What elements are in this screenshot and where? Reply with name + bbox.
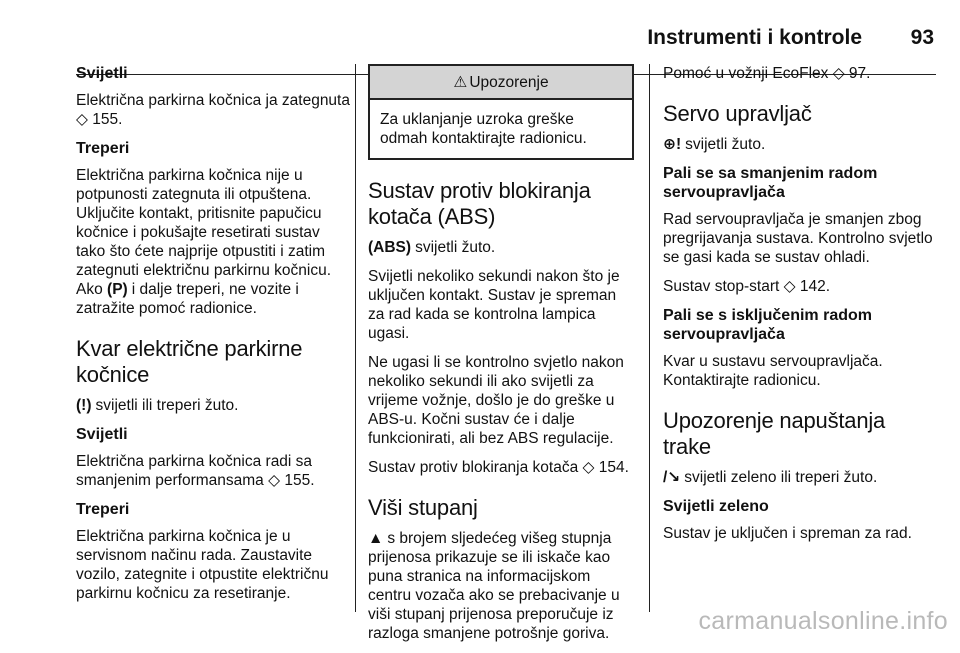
paragraph: Sustav je uključen i spreman za rad. — [663, 525, 912, 542]
paragraph: Električna parkirna kočnica nije u potpunosti zategnuta ili otpuštena. Uključite kontakt, pritisnite papučicu kočnice i pokušajte resetirati sustav tako što ćete najprije otpustiti i zatim zategnuti električnu parkirnu kočnicu. Ako (P) i dalje treperi, ne vozite i zatražite pomoć radionice. — [76, 167, 332, 317]
paragraph: Električna parkirna kočnica radi sa smanjenim performansama ◇ 155. — [76, 453, 315, 489]
paragraph: Električna parkirna kočnica ja zategnuta ◇ 155. — [76, 92, 350, 128]
subheading: Pali se sa smanjenim radom servoupravljača — [663, 165, 878, 201]
subheading: Pali se s isključenim radom servoupravljača — [663, 307, 872, 343]
warning-box-header: ⚠ Upozorenje — [370, 66, 632, 100]
page-header — [76, 26, 936, 54]
steering-icon: ⊕! — [663, 136, 682, 153]
subheading-svijetli: Svijetli — [76, 65, 128, 82]
paragraph: Sustav stop-start ◇ 142. — [663, 278, 830, 295]
paragraph: Svijetli nekoliko sekundi nakon što je uključen kontakt. Sustav je spreman za rad kada se kontrolna lampica ugasi. — [368, 268, 620, 342]
parking-brake-icon: (P) — [107, 281, 128, 298]
subheading-treperi: Treperi — [76, 501, 130, 518]
warning-box-text: Za uklanjanje uzroka greške odmah kontaktirajte radionicu. — [380, 111, 587, 147]
upshift-arrow-icon: ▲ — [368, 530, 384, 547]
section-heading-abs: Sustav protiv blokiranja kotača (ABS) — [368, 178, 591, 229]
subheading: Svijetli zeleno — [663, 498, 769, 515]
subheading-svijetli: Svijetli — [76, 426, 128, 443]
page-number: 93 — [910, 26, 934, 49]
indicator-line: /↘ svijetli zeleno ili treperi žuto. — [663, 469, 878, 486]
section-heading-upshift: Viši stupanj — [368, 495, 478, 520]
section-heading-parking-brake-fault: Kvar električne parkirne kočnice — [76, 336, 303, 387]
paragraph: Pomoć u vožnji EcoFlex ◇ 97. — [663, 65, 871, 82]
warning-triangle-icon: ⚠ — [453, 74, 468, 91]
warning-box — [368, 64, 634, 160]
paragraph: Električna parkirna kočnica je u servisnom načinu rada. Zaustavite vozilo, zategnite i otpustite električnu parkirnu kočnicu za resetiranje. — [76, 528, 329, 602]
subheading-treperi: Treperi — [76, 140, 130, 157]
indicator-line: (!) svijetli ili treperi žuto. — [76, 397, 239, 414]
column-2 — [368, 64, 634, 653]
section-heading-power-steering: Servo upravljač — [663, 101, 812, 126]
indicator-line: ⊕! svijetli žuto. — [663, 136, 766, 153]
column-divider-2 — [649, 64, 650, 612]
paragraph: Kvar u sustavu servoupravljača. Kontaktirajte radionicu. — [663, 353, 883, 389]
column-3 — [663, 64, 935, 553]
watermark: carmanualsonline.info — [698, 607, 948, 635]
paragraph: Sustav protiv blokiranja kotača ◇ 154. — [368, 459, 629, 476]
column-1 — [76, 64, 350, 613]
paragraph: Ne ugasi li se kontrolno svjetlo nakon nekoliko sekundi ili ako svijetli za vrijeme vožnje, došlo je do greške u ABS-u. Kočni sustav će i dalje funkcionirati, ali bez ABS regulacije. — [368, 354, 624, 447]
indicator-line: (ABS) svijetli žuto. — [368, 239, 496, 256]
lane-departure-icon: /↘ — [663, 469, 681, 486]
column-divider-1 — [355, 64, 356, 612]
page-title: Instrumenti i kontrole — [647, 26, 862, 49]
paragraph: ▲ s brojem sljedećeg višeg stupnja prijenosa prikazuje se ili iskače kao puna stranica na informacijskom centru vozača ako se prebacivanje u viši stupanj prijenosa preporučuje iz razloga smanjene potrošnje goriva. — [368, 530, 620, 642]
warning-indicator-icon: (!) — [76, 397, 92, 414]
paragraph: Rad servoupravljača je smanjen zbog pregrijavanja sustava. Kontrolno svjetlo se gasi kada se sustav ohladi. — [663, 211, 933, 266]
section-heading-lane-departure: Upozorenje napuštanja trake — [663, 408, 886, 459]
abs-icon: (ABS) — [368, 239, 412, 256]
